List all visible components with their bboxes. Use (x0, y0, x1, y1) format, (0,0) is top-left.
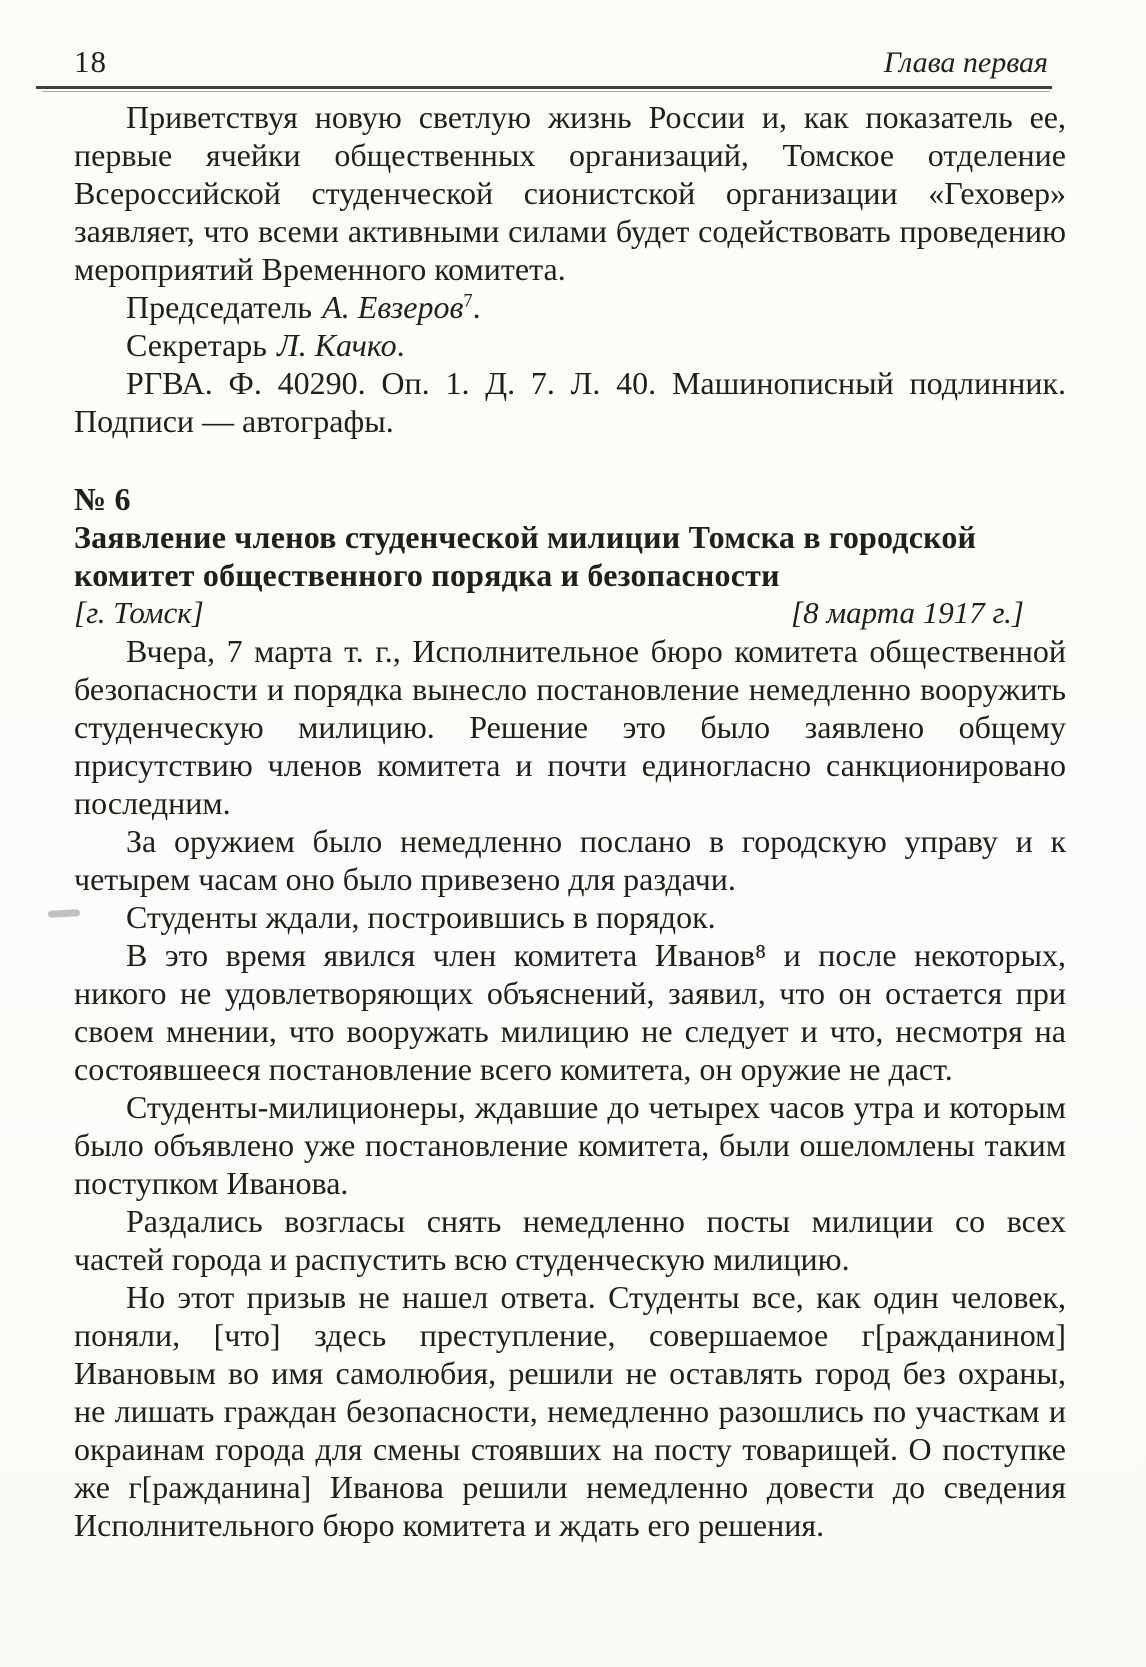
body-paragraph: Но этот призыв не нашел ответа. Студенты все, как один человек, поняли, [что] здесь преступление, совершаемое г[ражданином] Ивановым во имя самолюбия, решили не оставлять город без охраны, не лишать граждан безопасности, немедленно разошлись по участкам и окраинам города для смены стоявших на посту товарищей. О поступке же г[ражданина] Иванова решили немедленно довести до сведения Исполнительного бюро комитета и ждать его решения. (74, 1279, 1066, 1543)
document-dateline (74, 594, 1066, 632)
header-rule (36, 86, 1052, 89)
signature-name: Л. Качко (277, 327, 397, 363)
body-paragraph: Раздались возгласы снять немедленно посты милиции со всех частей города и распустить всю студенческую милицию. (74, 1203, 1066, 1277)
running-head: Глава первая (883, 46, 1048, 79)
document-place: [г. Томск] (74, 595, 204, 630)
page-body (74, 98, 1066, 1544)
signature-name: А. Евзеров (322, 289, 464, 325)
body-paragraph: За оружием было немедленно послано в городскую управу и к четырем часам оно было привезено для раздачи. (74, 823, 1066, 897)
signature-line-secretary (74, 326, 1066, 364)
signature-period: . (396, 327, 405, 363)
page-header (74, 44, 1048, 81)
document-6-heading (74, 480, 1066, 632)
signature-line-chairman (74, 288, 1066, 326)
body-paragraph: Студенты ждали, построившись в порядок. (126, 899, 716, 935)
signature-role: Секретарь (126, 327, 267, 363)
page-number: 18 (74, 44, 107, 79)
signature-role: Председатель (126, 289, 312, 325)
document-title: Заявление членов студенческой милиции Томска в городской комитет общественного порядка и безопасности (74, 519, 977, 593)
document-number: № 6 (74, 481, 131, 517)
footnote-marker: 7 (463, 290, 473, 312)
document-date: [8 марта 1917 г.] (791, 595, 1024, 630)
body-paragraph: В это время явился член комитета Иванов⁸ и после некоторых, никого не удовлетворяющих объяснений, заявил, что он остается при своем мнении, что вооружать милицию не следует и что, несмотря на состоявшееся постановление всего комитета, он оружие не даст. (74, 937, 1066, 1087)
body-paragraph: Студенты-милиционеры, ждавшие до четырех часов утра и которым было объявлено уже постановление комитета, были ошеломлены таким поступком Иванова. (74, 1089, 1066, 1201)
document-5-closing-paragraph: Приветствуя новую светлую жизнь России и, как показатель ее, первые ячейки общественных организаций, Томское отделение Всероссийской студенческой сионистской организации «Геховер» заявляет, что всеми активными силами будет содействовать проведению мероприятий Временного комитета. (74, 99, 1066, 287)
body-paragraph: Вчера, 7 марта т. г., Исполнительное бюро комитета общественной безопасности и порядка вынесло постановление немедленно вооружить студенческую милицию. Решение это было заявлено общему присутствию членов комитета и почти единогласно санкционировано последним. (74, 633, 1066, 821)
signature-period: . (472, 289, 481, 325)
archive-reference: РГВА. Ф. 40290. Оп. 1. Д. 7. Л. 40. Машинописный подлинник. Подписи — автографы. (74, 365, 1066, 439)
